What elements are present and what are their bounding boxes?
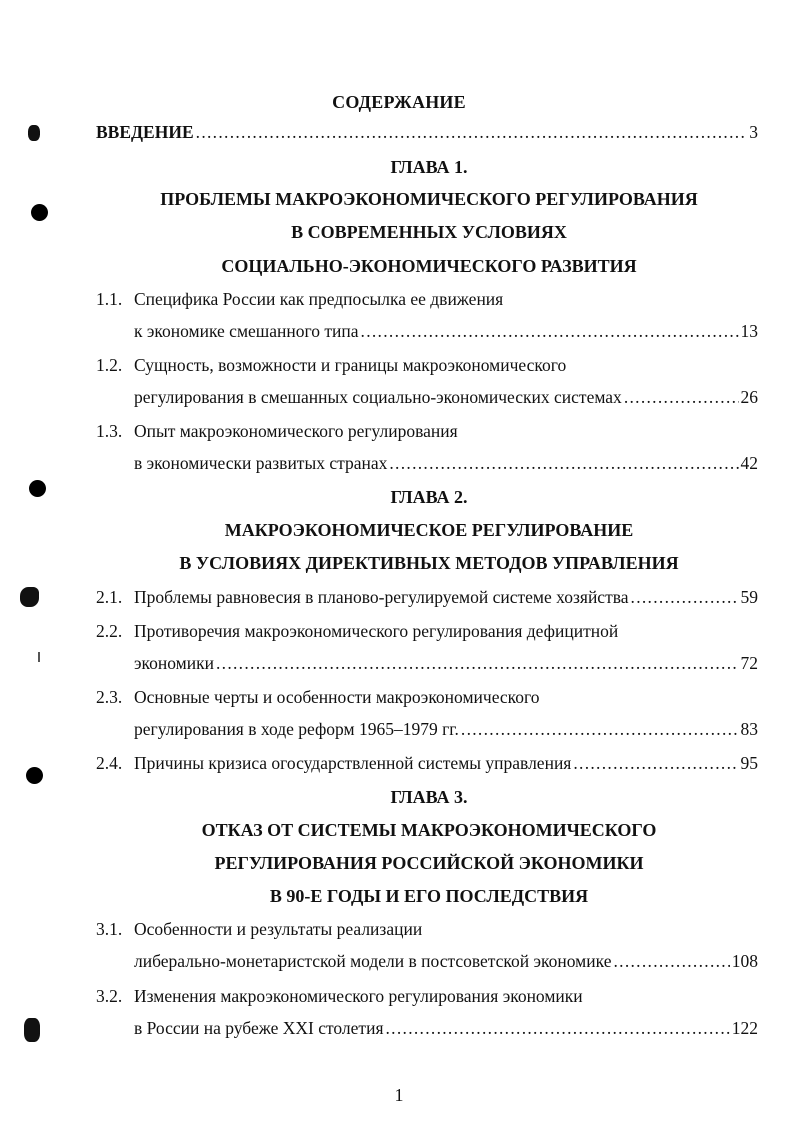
leader-dots bbox=[361, 321, 739, 342]
toc-section-continuation[interactable] bbox=[134, 387, 758, 409]
section-page: 42 bbox=[740, 453, 758, 473]
section-page: 122 bbox=[731, 1018, 758, 1038]
section-number: 1.3. bbox=[96, 421, 123, 441]
section-page: 26 bbox=[740, 387, 758, 407]
section-title: Особенности и результаты реализации bbox=[134, 919, 423, 939]
leader-dots bbox=[196, 122, 748, 143]
section-title-cont: экономики bbox=[134, 653, 214, 673]
section-title: Проблемы равновесия в планово-регулируемой системе хозяйства bbox=[134, 587, 629, 607]
section-page: 83 bbox=[740, 719, 758, 739]
section-title: Основные черты и особенности макроэкономического bbox=[134, 687, 540, 707]
scan-blot bbox=[28, 125, 40, 141]
scan-blot bbox=[20, 587, 39, 607]
toc-entry-intro[interactable] bbox=[96, 122, 758, 144]
toc-section-continuation[interactable] bbox=[134, 951, 758, 973]
section-number: 2.3. bbox=[96, 687, 123, 707]
chapter-title-line: ПРОБЛЕМЫ МАКРОЭКОНОМИЧЕСКОГО РЕГУЛИРОВАНИЯ bbox=[160, 189, 698, 209]
chapter-title-line: СОЦИАЛЬНО-ЭКОНОМИЧЕСКОГО РАЗВИТИЯ bbox=[221, 256, 637, 276]
scan-blot bbox=[24, 1018, 40, 1042]
section-title: Сущность, возможности и границы макроэкономического bbox=[134, 355, 567, 375]
chapter-title-line: В СОВРЕМЕННЫХ УСЛОВИЯХ bbox=[291, 222, 567, 242]
chapter-number: ГЛАВА 2. bbox=[390, 487, 468, 507]
section-page: 13 bbox=[740, 321, 758, 341]
section-number: 1.1. bbox=[96, 289, 123, 309]
binder-hole bbox=[26, 767, 43, 784]
chapter-title-line: РЕГУЛИРОВАНИЯ РОССИЙСКОЙ ЭКОНОМИКИ bbox=[214, 853, 644, 873]
toc-section-continuation[interactable] bbox=[134, 719, 758, 741]
section-number: 2.2. bbox=[96, 621, 123, 641]
section-number: 3.2. bbox=[96, 986, 123, 1006]
chapter-number: ГЛАВА 1. bbox=[390, 157, 468, 177]
section-title-cont: регулирования в смешанных социально-экономических системах bbox=[134, 387, 622, 407]
section-number: 2.1. bbox=[96, 587, 123, 607]
chapter-title-line: В УСЛОВИЯХ ДИРЕКТИВНЫХ МЕТОДОВ УПРАВЛЕНИЯ bbox=[179, 553, 679, 573]
section-number: 1.2. bbox=[96, 355, 123, 375]
toc-section-continuation[interactable] bbox=[134, 653, 758, 675]
binder-hole bbox=[29, 480, 46, 497]
chapter-number: ГЛАВА 3. bbox=[390, 787, 468, 807]
section-title: Специфика России как предпосылка ее движения bbox=[134, 289, 504, 309]
section-number: 3.1. bbox=[96, 919, 123, 939]
leader-dots bbox=[386, 1018, 730, 1039]
toc-section[interactable] bbox=[96, 587, 758, 609]
leader-dots bbox=[216, 653, 739, 674]
section-title-cont: в экономически развитых странах bbox=[134, 453, 388, 473]
leader-dots bbox=[389, 453, 738, 474]
leader-dots bbox=[461, 719, 739, 740]
chapter-title-line: ОТКАЗ ОТ СИСТЕМЫ МАКРОЭКОНОМИЧЕСКОГО bbox=[201, 820, 657, 840]
binder-hole bbox=[31, 204, 48, 221]
section-number: 2.4. bbox=[96, 753, 123, 773]
intro-page: 3 bbox=[749, 122, 758, 142]
leader-dots bbox=[573, 753, 738, 774]
leader-dots bbox=[624, 387, 739, 408]
scan-speck bbox=[38, 652, 40, 662]
toc-section-continuation[interactable] bbox=[134, 1018, 758, 1040]
section-page: 95 bbox=[740, 753, 758, 773]
section-page: 59 bbox=[740, 587, 758, 607]
section-title: Причины кризиса огосударствленной системы управления bbox=[134, 753, 572, 773]
section-title: Изменения макроэкономического регулирования экономики bbox=[134, 986, 583, 1006]
section-page: 108 bbox=[731, 951, 758, 971]
page-number: 1 bbox=[394, 1085, 404, 1105]
section-title-cont: либерально-монетаристской модели в постсоветской экономике bbox=[134, 951, 612, 971]
toc-section[interactable] bbox=[96, 753, 758, 775]
section-title-cont: регулирования в ходе реформ 1965–1979 гг. bbox=[134, 719, 459, 739]
section-title-cont: в России на рубеже XXI столетия bbox=[134, 1018, 384, 1038]
leader-dots bbox=[613, 951, 729, 972]
intro-label: ВВЕДЕНИЕ bbox=[96, 122, 194, 142]
leader-dots bbox=[631, 587, 739, 608]
toc-section-continuation[interactable] bbox=[134, 321, 758, 343]
chapter-title-line: МАКРОЭКОНОМИЧЕСКОЕ РЕГУЛИРОВАНИЕ bbox=[224, 520, 634, 540]
chapter-title-line: В 90-Е ГОДЫ И ЕГО ПОСЛЕДСТВИЯ bbox=[269, 886, 589, 906]
toc-section-continuation[interactable] bbox=[134, 453, 758, 475]
toc-title: СОДЕРЖАНИЕ bbox=[332, 92, 466, 112]
section-title: Опыт макроэкономического регулирования bbox=[134, 421, 458, 441]
section-title: Противоречия макроэкономического регулирования дефицитной bbox=[134, 621, 619, 641]
section-title-cont: к экономике смешанного типа bbox=[134, 321, 359, 341]
section-page: 72 bbox=[740, 653, 758, 673]
